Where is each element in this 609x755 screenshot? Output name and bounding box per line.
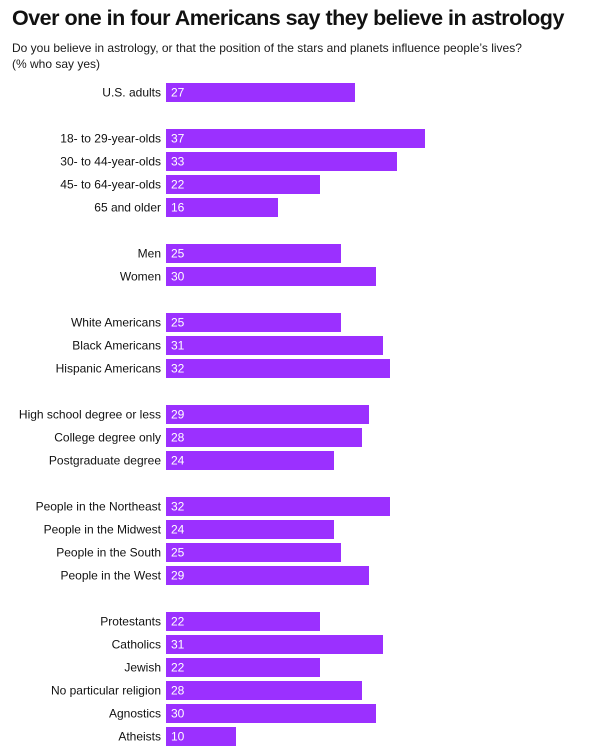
value-label: 27 [171, 85, 185, 100]
bar [166, 566, 369, 585]
value-label: 25 [171, 545, 185, 560]
category-label: High school degree or less [18, 407, 161, 422]
bar [166, 612, 320, 631]
bar [166, 175, 320, 194]
value-label: 31 [171, 338, 185, 353]
bar [166, 635, 383, 654]
bar [166, 428, 362, 447]
value-label: 29 [171, 407, 185, 422]
bar [166, 267, 376, 286]
bar [166, 244, 341, 263]
bar [166, 451, 334, 470]
category-label: Jewish [124, 660, 161, 675]
value-label: 22 [171, 614, 185, 629]
chart-title: Over one in four Americans say they believe in astrology [12, 6, 564, 30]
category-label: People in the West [60, 568, 161, 583]
bar [166, 83, 355, 102]
bar-group [51, 612, 383, 746]
category-label: Black Americans [72, 338, 161, 353]
category-label: Men [137, 246, 161, 261]
bar-group [60, 129, 425, 217]
value-label: 24 [171, 453, 185, 468]
bar-group [19, 405, 369, 470]
value-label: 30 [171, 706, 185, 721]
bar-group [56, 313, 390, 378]
category-label: White Americans [70, 315, 161, 330]
value-label: 28 [171, 430, 185, 445]
category-label: Catholics [111, 637, 161, 652]
value-label: 25 [171, 315, 185, 330]
bar [166, 543, 341, 562]
bar [166, 129, 425, 148]
bar [166, 658, 320, 677]
category-label: Hispanic Americans [55, 361, 161, 376]
category-label: Agnostics [108, 706, 161, 721]
bar [166, 497, 390, 516]
value-label: 32 [171, 499, 185, 514]
category-label: Atheists [118, 729, 161, 744]
value-label: 37 [171, 131, 185, 146]
units-note: (% who say yes) [12, 57, 101, 71]
category-label: People in the South [56, 545, 161, 560]
category-label: No particular religion [50, 683, 161, 698]
category-label: Protestants [100, 614, 161, 629]
category-label: 65 and older [94, 200, 161, 215]
bar [166, 313, 341, 332]
bar [166, 704, 376, 723]
question-text: Do you believe in astrology, or that the position of the stars and planets influence people’s lives? [12, 41, 522, 55]
value-label: 22 [171, 177, 185, 192]
category-label: Postgraduate degree [48, 453, 161, 468]
category-label: Women [119, 269, 161, 284]
value-label: 22 [171, 660, 185, 675]
bar-group [102, 83, 355, 102]
value-label: 24 [171, 522, 185, 537]
value-label: 33 [171, 154, 185, 169]
bar [166, 520, 334, 539]
value-label: 29 [171, 568, 185, 583]
value-label: 30 [171, 269, 185, 284]
bar [166, 405, 369, 424]
value-label: 31 [171, 637, 185, 652]
bar-group [36, 497, 390, 585]
category-label: 18- to 29-year-olds [60, 131, 161, 146]
bar-group [120, 244, 376, 286]
bar [166, 336, 383, 355]
value-label: 10 [171, 729, 185, 744]
category-label: 30- to 44-year-olds [60, 154, 161, 169]
value-label: 28 [171, 683, 185, 698]
bar [166, 152, 397, 171]
bar [166, 681, 362, 700]
category-label: U.S. adults [102, 85, 161, 100]
value-label: 32 [171, 361, 185, 376]
value-label: 25 [171, 246, 185, 261]
bar [166, 359, 390, 378]
category-label: 45- to 64-year-olds [60, 177, 161, 192]
value-label: 16 [171, 200, 185, 215]
category-label: People in the Midwest [43, 522, 161, 537]
category-label: People in the Northeast [35, 499, 161, 514]
category-label: College degree only [54, 430, 161, 445]
